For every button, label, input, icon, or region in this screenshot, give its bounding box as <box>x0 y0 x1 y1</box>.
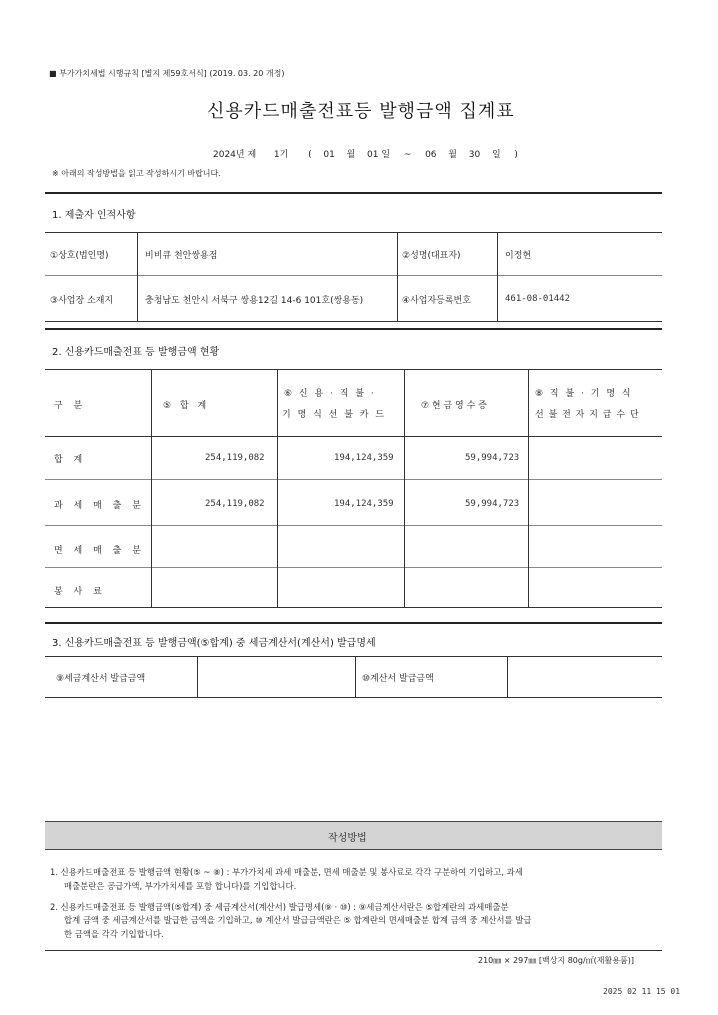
value-business-reg-number: 461-08-01442 <box>505 294 571 304</box>
period-from-month: 01 <box>323 150 335 160</box>
row-label-tax-exempt: 면 세 매 출 분 <box>54 546 145 556</box>
section3-col-divider-2 <box>355 656 356 697</box>
section2-row-divider-3 <box>45 567 662 568</box>
section2-col-divider-3 <box>404 369 405 607</box>
method-item-1-line-2: 매출분란은 공급가액, 부가가치세를 포함 합니다)를 기입합니다. <box>64 881 297 891</box>
section2-header-bottom <box>45 436 662 437</box>
section2-col-divider-1 <box>151 369 152 607</box>
label-invoice-amount: ⑩계산서 발급금액 <box>362 674 434 684</box>
cell-total-card: 194,124,359 <box>334 453 394 463</box>
year-label: 2024년 제 <box>213 150 257 160</box>
label-business-address: ③사업장 소재지 <box>50 296 114 306</box>
period-from-day: 01 <box>367 150 379 160</box>
term-label: 1기 <box>273 150 289 160</box>
instruction-note: ※ 아래의 작성방법을 읽고 작성하시기 바랍니다. <box>52 169 221 178</box>
section2-title: 2. 신용카드매출전표 등 발행금액 현황 <box>52 347 220 358</box>
method-bottom-rule <box>45 950 662 951</box>
header-credit-card-line2: 기 명 식 선 불 카 드 <box>282 410 387 420</box>
label-tax-invoice-amount: ⑨세금계산서 발급금액 <box>56 674 146 684</box>
section1-col-divider-2 <box>397 232 398 321</box>
print-timestamp: 2025 02 11 15 01 <box>603 987 681 996</box>
row-label-service-charge: 봉 사 료 <box>54 587 106 597</box>
section2-top-rule <box>45 328 662 330</box>
section2-row-divider-2 <box>45 525 662 526</box>
period-to-day: 30 <box>468 150 481 160</box>
section3-table-top <box>45 656 662 657</box>
period-dash: ~ <box>403 150 412 160</box>
tax-period <box>213 147 518 160</box>
section3-col-divider-3 <box>507 656 508 697</box>
method-item-2-line-3: 한 금액을 각각 기입합니다. <box>64 929 164 939</box>
period-day-label-2: 일 <box>491 150 501 160</box>
section1-top-rule <box>45 192 662 194</box>
paper-size-note: 210㎜ × 297㎜ [백상지 80g/㎡(재활용품)] <box>478 956 634 965</box>
label-company-name: ①상호(법인명) <box>50 251 109 261</box>
form-reference-note: ■ 부가가치세법 시행규칙 [별지 제59호서식] (2019. 03. 20 개정) <box>49 69 285 78</box>
section2-table-bottom <box>45 607 662 608</box>
header-electronic-payment-line2: 선 불 전 자 지 급 수 단 <box>535 410 640 420</box>
section1-col-divider-1 <box>137 232 138 321</box>
period-month-label-1: 월 <box>346 150 356 160</box>
section3-top-rule <box>45 622 662 624</box>
header-cash-receipt: ⑦ 현 금 영 수 증 <box>421 401 487 411</box>
method-item-1-line-1: 1. 신용카드매출전표 등 발행금액 현황(⑤ ~ ⑧) : 부가가치세 과세 매출분, 면세 매출분 및 봉사료로 각각 구분하여 기입하고, 과세 <box>50 867 523 877</box>
section1-col-divider-3 <box>497 232 498 321</box>
cell-total-cash: 59,994,723 <box>465 453 520 463</box>
row-label-total: 합 계 <box>54 455 87 465</box>
section3-title: 3. 신용카드매출전표 등 발행금액(⑤합계) 중 세금계산서(계산서) 발급명세 <box>52 638 376 649</box>
period-day-label-1: 일 <box>381 150 391 160</box>
row-label-taxable: 과 세 매 출 분 <box>54 501 145 511</box>
value-representative-name: 이정현 <box>505 251 532 261</box>
label-representative-name: ②성명(대표자) <box>402 251 461 261</box>
cell-taxable-cash: 59,994,723 <box>465 499 520 509</box>
header-category: 구 분 <box>54 401 87 411</box>
period-month-label-2: 월 <box>448 150 457 160</box>
header-credit-card-line1: ⑥ 신 용 · 직 불 · <box>284 389 376 399</box>
cell-total-sum: 254,119,082 <box>205 453 265 463</box>
method-title: 작성방법 <box>328 833 367 844</box>
header-total: ⑤ 합 계 <box>163 401 210 411</box>
section1-table-bottom <box>45 321 662 322</box>
section3-col-divider-1 <box>197 656 198 697</box>
section2-row-divider-1 <box>45 479 662 480</box>
method-item-2-line-1: 2. 신용카드매출전표 등 발행금액(⑤합계) 중 세금계산서(계산서) 발급명세(⑨ · ⑩) : ⑨세금계산서란은 ⑤합계란의 과세매출분 <box>50 902 509 912</box>
document-title: 신용카드매출전표등 발행금액 집계표 <box>207 101 515 122</box>
period-close-paren: ) <box>514 150 518 160</box>
cell-taxable-sum: 254,119,082 <box>205 499 265 509</box>
label-business-reg-number: ④사업자등록번호 <box>402 296 471 306</box>
cell-taxable-card: 194,124,359 <box>334 499 394 509</box>
period-open-paren: ( <box>308 150 312 160</box>
header-electronic-payment-line1: ⑧ 직 불 · 기 명 식 <box>535 389 633 399</box>
section2-col-divider-4 <box>528 369 529 607</box>
section2-col-divider-2 <box>277 369 278 607</box>
value-business-address: 충청남도 천안시 서북구 쌍용12길 14-6 101호(쌍용동) <box>145 296 364 306</box>
section3-table-bottom <box>45 697 662 698</box>
period-to-month: 06 <box>425 150 437 160</box>
value-company-name: 비비큐 천안쌍용점 <box>145 251 218 261</box>
method-item-2-line-2: 합계 금액 중 세금계산서를 발급한 금액을 기입하고, ⑩ 계산서 발급금액란은 ⑤ 합계란의 면세매출분 합계 금액 중 계산서를 발급 <box>64 915 532 925</box>
section2-table-top <box>45 369 662 370</box>
section1-title: 1. 제출자 인적사항 <box>52 210 136 221</box>
